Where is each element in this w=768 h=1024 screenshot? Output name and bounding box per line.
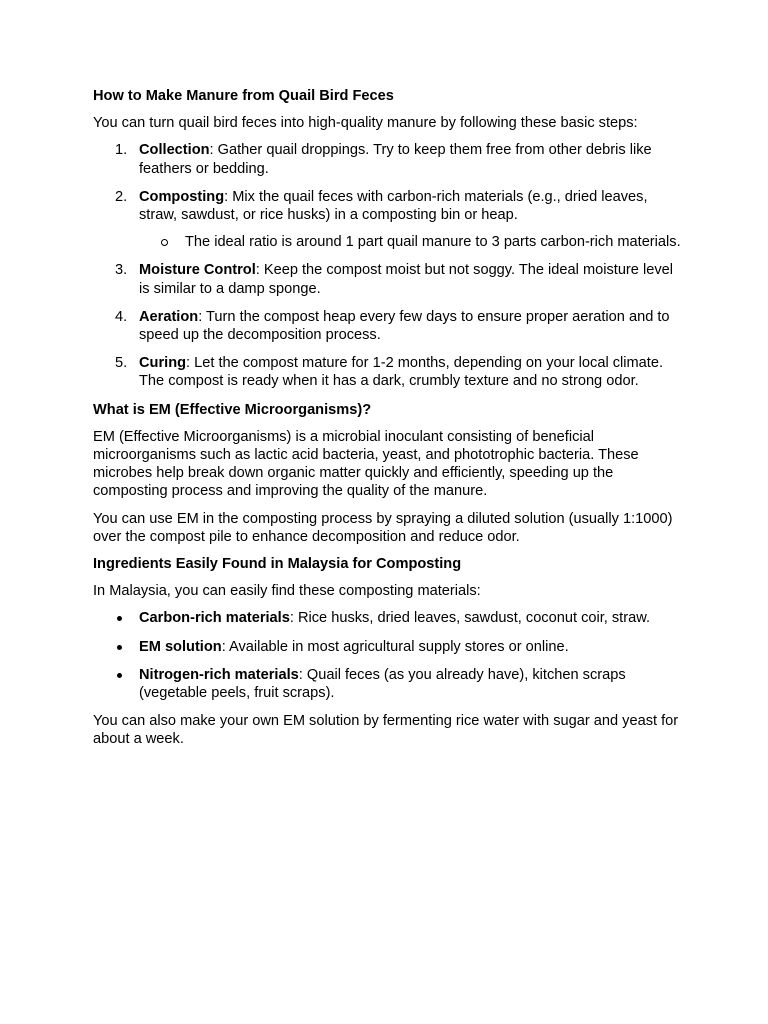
step-term: Aeration [139,308,199,325]
bullet-icon [117,616,122,621]
list-item-em-solution [93,638,683,656]
list-item-step-4 [93,308,683,344]
sub-list [139,233,683,251]
step-number: 3. [115,262,128,279]
ingredient-term: Carbon-rich materials [139,610,290,627]
heading-em: What is EM (Effective Microorganisms)? [93,401,372,418]
ingredient-text: : Quail feces (as you already have), kitchen scraps (vegetable peels, fruit scraps). [139,666,626,702]
ingredient-term: Nitrogen-rich materials [139,666,299,683]
step-number: 2. [115,188,128,205]
step-term: Curing [139,355,187,372]
sub-item-text: The ideal ratio is around 1 part quail manure to 3 parts carbon-rich materials. [185,234,681,251]
step-text: : Gather quail droppings. Try to keep them free from other debris like feathers or bedding. [139,142,652,177]
ingredient-term: EM solution [139,638,222,655]
em-paragraph-1: EM (Effective Microorganisms) is a microbial inoculant consisting of beneficial microorganisms such as lactic acid bacteria, yeast, and phototrophic bacteria. These microbes help break down organic matter quickly and efficiently, speeding up the composting process and improving the quality of the manure. [93,428,639,500]
list-item-nitrogen [93,666,683,702]
step-text: : Keep the compost moist but not soggy. The ideal moisture level is similar to a damp sponge. [139,262,673,297]
ingredients-intro: In Malaysia, you can easily find these composting materials: [93,583,481,600]
step-number: 5. [115,355,128,372]
ingredient-text: : Available in most agricultural supply stores or online. [221,638,569,655]
intro-paragraph: You can turn quail bird feces into high-quality manure by following these basic steps: [93,115,638,132]
step-term: Composting [139,188,225,205]
step-text: : Let the compost mature for 1-2 months, depending on your local climate. The compost is ready when it has a dark, crumbly texture and no strong odor. [139,355,664,390]
ingredient-text: : Rice husks, dried leaves, sawdust, coconut coir, straw. [289,610,650,627]
sub-list-item [139,233,683,251]
step-number: 4. [115,308,128,325]
steps-list [93,141,683,390]
step-text: : Turn the compost heap every few days to ensure proper aeration and to speed up the decomposition process. [139,308,670,344]
step-term: Moisture Control [139,262,256,279]
circle-bullet-icon [161,239,168,246]
step-term: Collection [139,142,210,159]
list-item-carbon [93,609,683,627]
bullet-icon [117,645,122,650]
closing-paragraph: You can also make your own EM solution by fermenting rice water with sugar and yeast for about a week. [93,713,679,748]
ingredients-list [93,609,683,702]
list-item-step-1 [93,141,683,177]
list-item-step-2 [93,188,683,252]
list-item-step-3 [93,261,683,297]
list-item-step-5 [93,354,683,390]
heading-ingredients: Ingredients Easily Found in Malaysia for Composting [93,556,462,573]
step-text: : Mix the quail feces with carbon-rich materials (e.g., dried leaves, straw, sawdust, or rice husks) in a composting bin or heap. [139,188,648,224]
step-number: 1. [115,142,128,159]
bullet-icon [117,673,122,678]
heading-manure: How to Make Manure from Quail Bird Feces [93,88,394,104]
document-page [93,87,683,758]
em-paragraph-2: You can use EM in the composting process by spraying a diluted solution (usually 1:1000) over the compost pile to enhance decomposition and reduce odor. [93,510,673,545]
